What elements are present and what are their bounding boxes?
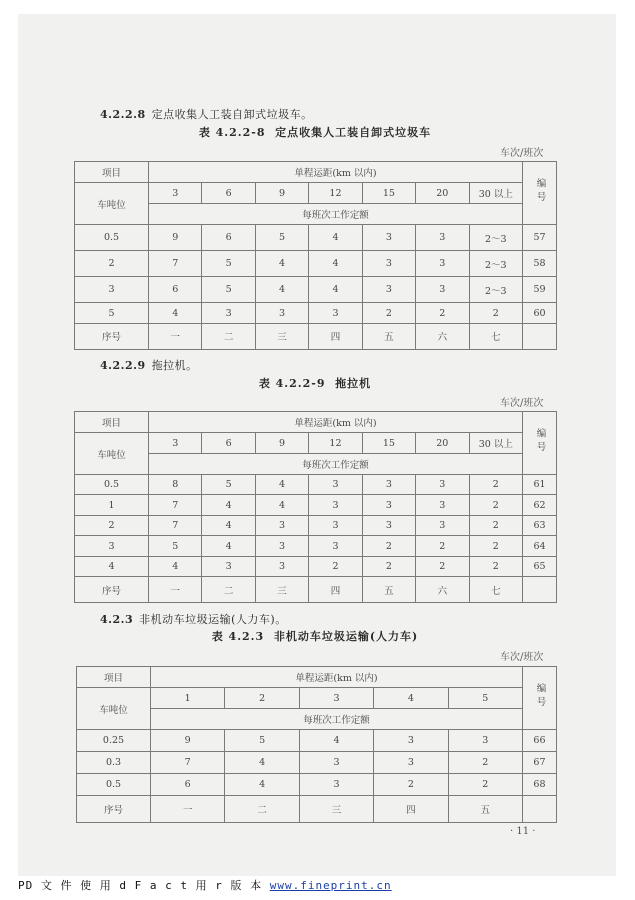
seq-cell: 二: [202, 323, 255, 349]
quota-cell: 3: [309, 536, 362, 556]
quota-cell: 3: [362, 277, 415, 303]
header-distance-value: 20: [416, 433, 469, 454]
tonnage-cell: 4: [75, 556, 149, 576]
quota-cell: 9: [149, 225, 202, 251]
tonnage-cell: 3: [75, 536, 149, 556]
quota-cell: 4: [149, 556, 202, 576]
quota-cell: 4: [255, 277, 308, 303]
seq-cell: 三: [299, 795, 373, 822]
seq-cell: 二: [225, 795, 299, 822]
quota-cell: 3: [448, 730, 522, 752]
quota-cell: 2: [416, 303, 469, 324]
code-cell: 67: [522, 751, 556, 773]
table-row: [75, 475, 557, 495]
seq-cell: 三: [255, 577, 308, 603]
quota-cell: 8: [149, 475, 202, 495]
seq-empty-cell: [523, 577, 557, 603]
table-row: [75, 251, 557, 277]
footer-text: PD 文 件 使 用 d F a c t 用 r 版 本: [18, 879, 263, 892]
quota-cell: 4: [202, 515, 255, 535]
header-distance-value: 9: [255, 433, 308, 454]
header-code: [522, 667, 556, 730]
header-quota: 每班次工作定额: [149, 454, 523, 475]
header-quota: 每班次工作定额: [151, 709, 523, 730]
header-distance-value: 30 以上: [469, 183, 523, 204]
quota-cell: 2: [448, 773, 522, 795]
unit-label: 车次/班次: [500, 148, 544, 159]
quota-cell: 3: [309, 495, 362, 515]
header-distance-value: 3: [149, 433, 202, 454]
quota-cell: 2: [469, 495, 523, 515]
tonnage-cell: 0.5: [75, 475, 149, 495]
quota-cell: 2: [448, 751, 522, 773]
quota-cell: 3: [362, 475, 415, 495]
quota-table-4-2-3: [76, 666, 557, 823]
table-row: [75, 536, 557, 556]
header-distance: 单程运距(km 以内): [151, 667, 523, 688]
quota-cell: 4: [255, 475, 308, 495]
quota-cell: 5: [255, 225, 308, 251]
table-caption-4-2-2-9: [150, 375, 480, 391]
tonnage-cell: 0.25: [77, 730, 151, 752]
seq-cell: 四: [309, 577, 362, 603]
quota-cell: 2: [416, 556, 469, 576]
quota-cell: 2: [362, 556, 415, 576]
header-distance-value: 15: [362, 183, 415, 204]
quota-cell: 5: [202, 475, 255, 495]
seq-cell: 二: [202, 577, 255, 603]
quota-cell: 3: [309, 515, 362, 535]
caption-number: 表 4.2.2-8: [198, 126, 266, 139]
quota-cell: 4: [309, 225, 362, 251]
tonnage-cell: 0.5: [75, 225, 149, 251]
header-item: 项目: [75, 162, 149, 183]
section-heading-4-2-3: [100, 611, 287, 627]
header-code-text: 编号: [534, 178, 546, 205]
header-code-text: 编号: [534, 683, 546, 710]
seq-row: [75, 577, 557, 603]
header-tonnage: 车吨位: [75, 183, 149, 225]
code-cell: 60: [523, 303, 557, 324]
quota-cell: 2: [416, 536, 469, 556]
quota-cell: 3: [299, 751, 373, 773]
seq-label: 序号: [77, 795, 151, 822]
quota-cell: 3: [362, 495, 415, 515]
seq-row: [75, 323, 557, 349]
unit-label: 车次/班次: [500, 652, 544, 663]
quota-cell: 7: [149, 251, 202, 277]
quota-cell: 2: [469, 303, 523, 324]
code-cell: 61: [523, 475, 557, 495]
quota-cell: 4: [309, 277, 362, 303]
seq-cell: 五: [448, 795, 522, 822]
quota-cell: 3: [416, 495, 469, 515]
quota-cell: 7: [149, 515, 202, 535]
section-heading-4-2-2-9: [100, 357, 198, 373]
section-title: 拖拉机。: [151, 359, 198, 372]
header-tonnage: 车吨位: [77, 688, 151, 730]
quota-cell: 6: [149, 277, 202, 303]
header-code: [523, 162, 557, 225]
quota-cell: 2: [469, 556, 523, 576]
seq-cell: 三: [255, 323, 308, 349]
section-number: 4.2.3: [100, 613, 134, 626]
header-distance-value: 2: [225, 688, 299, 709]
quota-cell: 4: [225, 751, 299, 773]
tonnage-cell: 2: [75, 251, 149, 277]
seq-cell: 七: [469, 577, 523, 603]
caption-number: 表 4.2.2-9: [258, 377, 326, 390]
quota-cell: 7: [151, 751, 225, 773]
quota-table-4-2-2-8: [74, 161, 557, 350]
quota-cell: 5: [202, 251, 255, 277]
seq-cell: 四: [309, 323, 362, 349]
quota-cell: 4: [255, 251, 308, 277]
pdf-footer: [18, 877, 392, 893]
tonnage-cell: 3: [75, 277, 149, 303]
quota-cell: 6: [202, 225, 255, 251]
tonnage-cell: 5: [75, 303, 149, 324]
section-heading-4-2-2-8: [100, 106, 313, 122]
quota-cell: 2: [469, 475, 523, 495]
quota-cell: 5: [149, 536, 202, 556]
seq-cell: 六: [416, 577, 469, 603]
quota-cell: 3: [416, 515, 469, 535]
header-quota: 每班次工作定额: [149, 204, 523, 225]
quota-cell: 2: [374, 773, 448, 795]
header-distance-value: 6: [202, 183, 255, 204]
tonnage-cell: 1: [75, 495, 149, 515]
header-distance-value: 3: [299, 688, 373, 709]
header-distance-value: 5: [448, 688, 522, 709]
table-caption-4-2-3: [150, 628, 480, 644]
quota-cell: 4: [202, 536, 255, 556]
quota-cell: 2: [362, 536, 415, 556]
section-title: 定点收集人工装自卸式垃圾车。: [151, 108, 313, 121]
quota-cell: 4: [202, 495, 255, 515]
header-tonnage: 车吨位: [75, 433, 149, 475]
section-number: 4.2.2.9: [100, 359, 146, 372]
quota-cell: 4: [309, 251, 362, 277]
quota-cell: 2～3: [469, 277, 523, 303]
caption-title: 非机动车垃圾运输(人力车): [273, 630, 419, 643]
seq-label: 序号: [75, 323, 149, 349]
quota-cell: 4: [149, 303, 202, 324]
quota-cell: 3: [309, 475, 362, 495]
quota-table-4-2-2-9: [74, 411, 557, 603]
header-distance-value: 20: [416, 183, 469, 204]
seq-cell: 六: [416, 323, 469, 349]
code-cell: 57: [523, 225, 557, 251]
code-cell: 59: [523, 277, 557, 303]
quota-cell: 3: [362, 515, 415, 535]
quota-cell: 3: [255, 515, 308, 535]
code-cell: 65: [523, 556, 557, 576]
quota-cell: 3: [202, 556, 255, 576]
code-cell: 58: [523, 251, 557, 277]
unit-label: 车次/班次: [500, 398, 544, 409]
code-cell: 64: [523, 536, 557, 556]
tonnage-cell: 0.3: [77, 751, 151, 773]
table-row: [75, 303, 557, 324]
quota-cell: 3: [374, 751, 448, 773]
quota-cell: 2～3: [469, 225, 523, 251]
quota-cell: 5: [225, 730, 299, 752]
table-row: [77, 730, 557, 752]
tonnage-cell: 0.5: [77, 773, 151, 795]
quota-cell: 3: [416, 251, 469, 277]
quota-cell: 2～3: [469, 251, 523, 277]
table-row: [75, 495, 557, 515]
quota-cell: 4: [299, 730, 373, 752]
quota-cell: 6: [151, 773, 225, 795]
quota-cell: 3: [309, 303, 362, 324]
quota-cell: 3: [416, 225, 469, 251]
header-item: 项目: [75, 412, 149, 433]
seq-row: [77, 795, 557, 822]
quota-cell: 4: [255, 495, 308, 515]
quota-cell: 9: [151, 730, 225, 752]
quota-cell: 7: [149, 495, 202, 515]
tonnage-cell: 2: [75, 515, 149, 535]
table-row: [77, 773, 557, 795]
seq-cell: 一: [149, 323, 202, 349]
quota-cell: 3: [374, 730, 448, 752]
quota-cell: 2: [469, 515, 523, 535]
header-distance-value: 12: [309, 433, 362, 454]
header-item: 项目: [77, 667, 151, 688]
header-distance: 单程运距(km 以内): [149, 162, 523, 183]
page-number: · 11 ·: [510, 826, 536, 837]
code-cell: 68: [522, 773, 556, 795]
code-cell: 63: [523, 515, 557, 535]
table-row: [75, 277, 557, 303]
header-distance: 单程运距(km 以内): [149, 412, 523, 433]
header-code: [523, 412, 557, 475]
caption-number: 表 4.2.3: [211, 630, 265, 643]
header-distance-value: 1: [151, 688, 225, 709]
seq-empty-cell: [523, 323, 557, 349]
seq-cell: 五: [362, 323, 415, 349]
quota-cell: 3: [255, 556, 308, 576]
table-row: [77, 751, 557, 773]
table-caption-4-2-2-8: [150, 124, 480, 140]
header-distance-value: 9: [255, 183, 308, 204]
header-distance-value: 12: [309, 183, 362, 204]
table-row: [75, 515, 557, 535]
quota-cell: 4: [225, 773, 299, 795]
quota-cell: 3: [362, 225, 415, 251]
quota-cell: 3: [255, 303, 308, 324]
caption-title: 拖拉机: [335, 377, 372, 390]
quota-cell: 3: [255, 536, 308, 556]
seq-cell: 一: [149, 577, 202, 603]
table-row: [75, 556, 557, 576]
quota-cell: 3: [416, 475, 469, 495]
seq-cell: 四: [374, 795, 448, 822]
seq-label: 序号: [75, 577, 149, 603]
section-title: 非机动车垃圾运输(人力车)。: [139, 613, 287, 626]
header-distance-value: 3: [149, 183, 202, 204]
seq-cell: 七: [469, 323, 523, 349]
seq-empty-cell: [522, 795, 556, 822]
footer-link[interactable]: www.fineprint.cn: [269, 879, 392, 892]
section-number: 4.2.2.8: [100, 108, 146, 121]
quota-cell: 2: [469, 536, 523, 556]
quota-cell: 2: [362, 303, 415, 324]
quota-cell: 3: [416, 277, 469, 303]
quota-cell: 3: [362, 251, 415, 277]
header-distance-value: 15: [362, 433, 415, 454]
quota-cell: 3: [202, 303, 255, 324]
header-distance-value: 4: [374, 688, 448, 709]
header-distance-value: 6: [202, 433, 255, 454]
code-cell: 66: [522, 730, 556, 752]
seq-cell: 五: [362, 577, 415, 603]
seq-cell: 一: [151, 795, 225, 822]
quota-cell: 5: [202, 277, 255, 303]
code-cell: 62: [523, 495, 557, 515]
table-row: [75, 225, 557, 251]
quota-cell: 3: [299, 773, 373, 795]
quota-cell: 2: [309, 556, 362, 576]
header-code-text: 编号: [534, 428, 546, 455]
caption-title: 定点收集人工装自卸式垃圾车: [275, 126, 432, 139]
header-distance-value: 30 以上: [469, 433, 523, 454]
